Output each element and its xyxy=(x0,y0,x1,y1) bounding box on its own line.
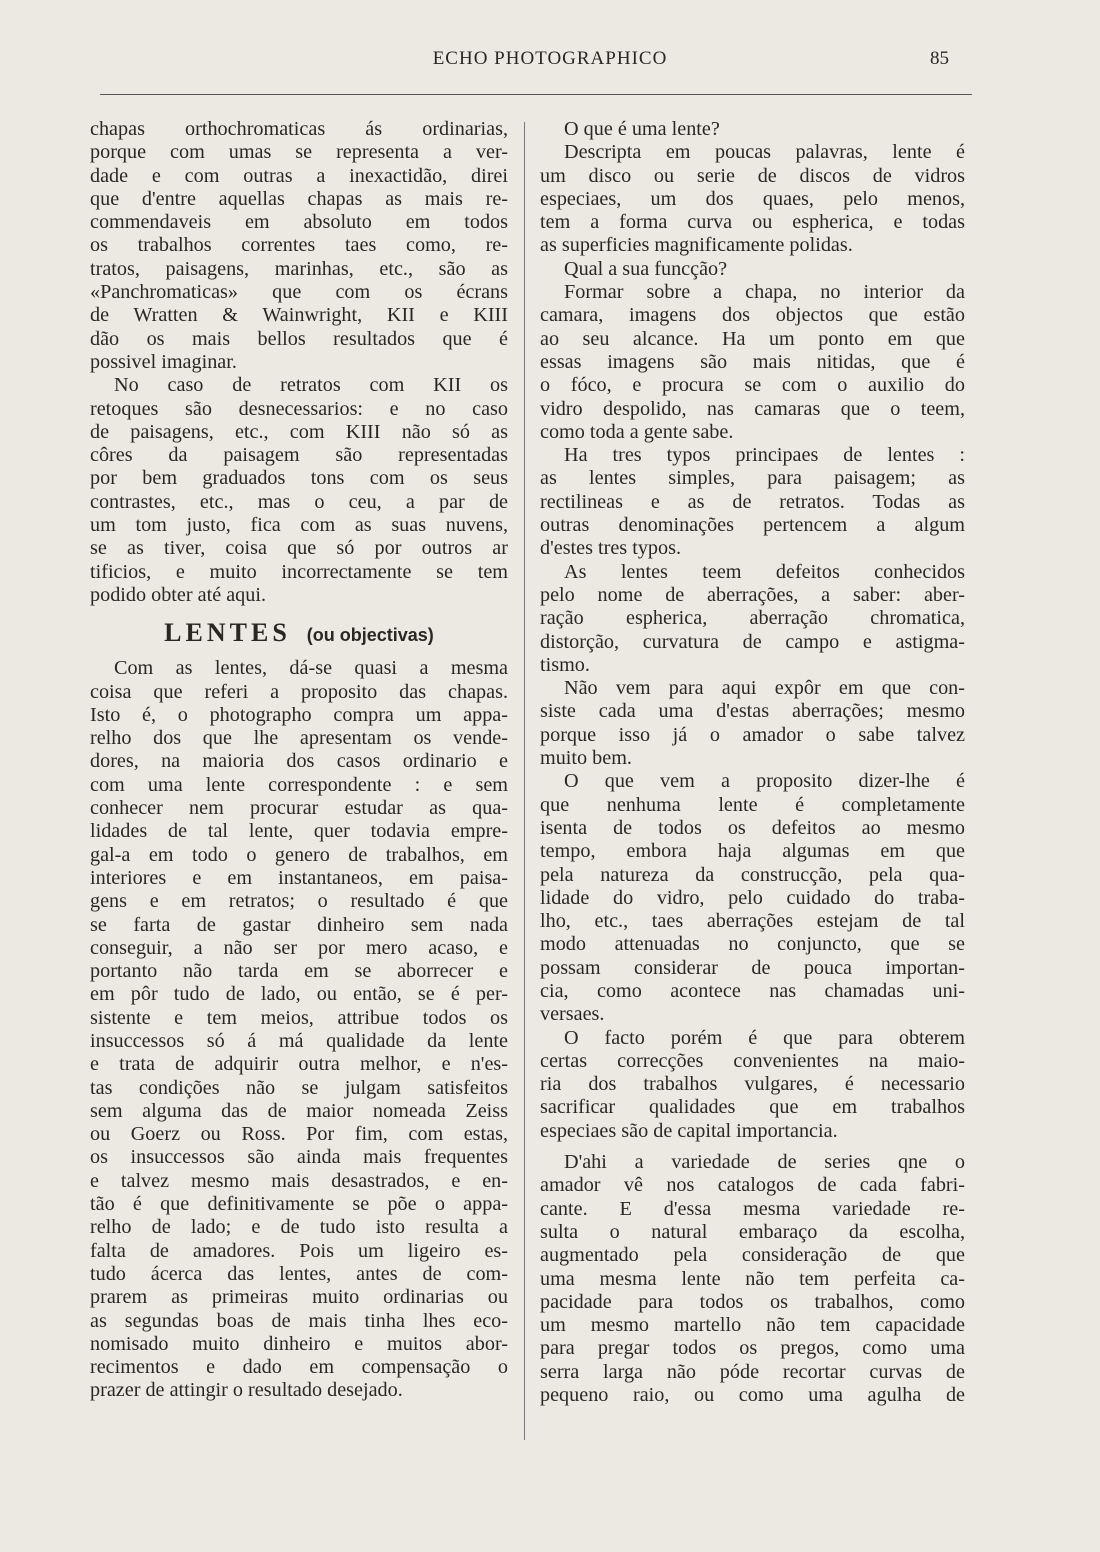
text-line: Formar sobre a chapa, no interior da xyxy=(564,281,965,304)
text-line: amador vê nos catalogos de cada fabri- xyxy=(540,1174,965,1197)
text-line: As lentes teem defeitos conhecidos xyxy=(564,560,965,583)
text-line: sistente e tem meios, attribue todos os xyxy=(90,1006,508,1029)
text-line: uma mesma lente não tem perfeita ca- xyxy=(540,1267,965,1290)
text-line: prarem as primeiras muito ordinarias ou xyxy=(90,1286,508,1309)
text-line: sacrificar qualidades que em trabalhos xyxy=(540,1096,965,1119)
text-line: côres da paisagem são representadas xyxy=(90,444,508,467)
text-line: modo attenuadas no conjuncto, que se xyxy=(540,933,965,956)
paragraph xyxy=(540,1027,965,1143)
text-line: augmentado pela consideração de que xyxy=(540,1244,965,1267)
text-line: se farta de gastar dinheiro sem nada xyxy=(90,913,508,936)
right-column xyxy=(540,118,965,1407)
text-line: Com as lentes, dá-se quasi a mesma xyxy=(114,657,508,680)
paragraph xyxy=(90,374,508,607)
text-line: se as tiver, coisa que só por outros ar xyxy=(90,537,508,560)
text-line: O que vem a proposito dizer-lhe é xyxy=(564,770,965,793)
text-line: muito bem. xyxy=(540,747,632,770)
text-line: sulta o natural embaraço da escolha, xyxy=(540,1220,965,1243)
text-line: sem alguma das de maior nomeada Zeiss xyxy=(90,1099,508,1122)
paragraph xyxy=(540,1151,965,1407)
paragraph xyxy=(540,770,965,1026)
text-line: que nenhuma lente é completamente xyxy=(540,793,965,816)
text-line: Ha tres typos principaes de lentes : xyxy=(564,444,965,467)
paragraph xyxy=(540,281,965,444)
text-line: essas imagens são mais nitidas, que é xyxy=(540,350,965,373)
text-line: d'estes tres typos. xyxy=(540,537,682,560)
text-line: No caso de retratos com KII os xyxy=(114,374,508,397)
paragraph xyxy=(540,677,965,770)
text-line: O facto porém é que para obterem xyxy=(564,1026,965,1049)
text-line: de paisagens, etc., com KIII não só as xyxy=(90,420,508,443)
text-line: conseguir, a não ser por mero acaso, e xyxy=(90,936,508,959)
text-line: em pôr tudo de lado, ou então, se é per- xyxy=(90,983,508,1006)
text-line: ração espherica, aberração chromatica, xyxy=(540,607,965,630)
left-column xyxy=(90,118,508,1403)
text-line: certas correcções convenientes na maio- xyxy=(540,1049,965,1072)
text-line: porque isso já o amador o sabe talvez xyxy=(540,723,965,746)
paragraph xyxy=(540,561,965,677)
text-line: o fóco, e procura se com o auxilio do xyxy=(540,374,965,397)
text-line: possam considerar de pouca importan- xyxy=(540,956,965,979)
heading-title: LENTES xyxy=(164,618,291,648)
text-line: outras denominações pertencem a algum xyxy=(540,514,965,537)
text-line: insuccessos só á má qualidade da lente xyxy=(90,1029,508,1052)
paragraph-gap xyxy=(540,1143,965,1151)
text-line: ou Goerz ou Ross. Por fim, com estas, xyxy=(90,1123,508,1146)
text-line: dores, na maioria dos casos ordinario e xyxy=(90,750,508,773)
text-line: nomisado muito dinheiro e muitos abor- xyxy=(90,1332,508,1355)
question-line: O que é uma lente? xyxy=(564,118,720,140)
text-line: um disco ou serie de discos de vidros xyxy=(540,164,965,187)
text-line: pelo nome de aberrações, a saber: aber- xyxy=(540,583,965,606)
text-line: um mesmo martello não tem capacidade xyxy=(540,1314,965,1337)
text-line: tem a forma curva ou espherica, e todas xyxy=(540,211,965,234)
paragraph xyxy=(540,141,965,257)
text-line: possivel imaginar. xyxy=(90,350,237,373)
text-line: falta de amadores. Pois um ligeiro es- xyxy=(90,1239,508,1262)
text-line: tismo. xyxy=(540,653,590,676)
section-heading xyxy=(90,618,508,649)
text-line: tratos, paisagens, marinhas, etc., são as xyxy=(90,257,508,280)
text-line: cante. E d'essa mesma variedade re- xyxy=(540,1197,965,1220)
text-line: com uma lente correspondente : e sem xyxy=(90,773,508,796)
text-line: podido obter até aqui. xyxy=(90,583,267,606)
text-line: Descripta em poucas palavras, lente é xyxy=(564,141,965,164)
text-line: os insuccessos são ainda mais frequentes xyxy=(90,1146,508,1169)
text-line: ao seu alcance. Ha um ponto em que xyxy=(540,327,965,350)
text-line: interiores e em instantaneos, em paisa- xyxy=(90,866,508,889)
text-line: pacidade para todos os trabalhos, como xyxy=(540,1290,965,1313)
text-line: isenta de todos os defeitos ao mesmo xyxy=(540,816,965,839)
text-line: as superficies magnificamente polidas. xyxy=(540,234,853,257)
text-line: distorção, curvatura de campo e astigma- xyxy=(540,630,965,653)
column-divider xyxy=(524,122,525,1440)
text-line: chapas orthochromaticas ás ordinarias, xyxy=(90,118,508,140)
text-line: especiaes são de capital importancia. xyxy=(540,1119,838,1142)
text-line: porque com umas se representa a ver- xyxy=(90,141,508,164)
text-line: «Panchromaticas» que com os écrans xyxy=(90,281,508,304)
text-line: que d'entre aquellas chapas as mais re- xyxy=(90,187,508,210)
text-line: ria dos trabalhos vulgares, é necessario xyxy=(540,1073,965,1096)
text-line: recimentos e dado em compensação o xyxy=(90,1356,508,1379)
paragraph xyxy=(90,118,508,374)
text-line: relho de lado; e de tudo isto resulta a xyxy=(90,1216,508,1239)
text-line: especiaes, um dos quaes, pelo menos, xyxy=(540,187,965,210)
text-line: lho, etc., taes aberrações estejam de tal xyxy=(540,910,965,933)
question-line: Qual a sua funcção? xyxy=(564,257,728,280)
text-line: os trabalhos correntes taes como, re- xyxy=(90,234,508,257)
text-line: pela natureza da construcção, pela qua- xyxy=(540,863,965,886)
text-line: como toda a gente sabe. xyxy=(540,420,734,443)
running-head: ECHO PHOTOGRAPHICO xyxy=(432,48,668,69)
text-line: lidades de tal lente, quer todavia empre- xyxy=(90,820,508,843)
text-line: portanto não tarda em se aborrecer e xyxy=(90,960,508,983)
text-line: tificios, e muito incorrectamente se tem xyxy=(90,560,508,583)
text-line: serra larga não póde recortar curvas de xyxy=(540,1360,965,1383)
text-line: de Wratten & Wainwright, KII e KIII xyxy=(90,304,508,327)
text-line: pequeno raio, ou como uma agulha de xyxy=(540,1384,965,1407)
text-line: coisa que referi a proposito das chapas. xyxy=(90,680,508,703)
text-line: dão os mais bellos resultados que é xyxy=(90,327,508,350)
text-line: Não vem para aqui expôr em que con- xyxy=(564,677,965,700)
header-rule xyxy=(100,94,972,95)
text-line: para pregar todos os pregos, como uma xyxy=(540,1337,965,1360)
text-line: tão é que definitivamente se põe o appa- xyxy=(90,1193,508,1216)
text-line: siste cada uma d'estas aberrações; mesmo xyxy=(540,700,965,723)
text-line: as segundas boas de mais tinha lhes eco- xyxy=(90,1309,508,1332)
text-line: um tom justo, fica com as suas nuvens, xyxy=(90,514,508,537)
text-line: Isto é, o photographo compra um appa- xyxy=(90,703,508,726)
text-line: retoques são desnecessarios: e no caso xyxy=(90,397,508,420)
text-line: por bem graduados tons com os seus xyxy=(90,467,508,490)
page-number: 85 xyxy=(930,48,949,69)
text-line: relho dos que lhe apresentam os vende- xyxy=(90,727,508,750)
text-line: vidro despolido, nas camaras que o teem, xyxy=(540,397,965,420)
text-line: rectilineas e as de retratos. Todas as xyxy=(540,490,965,513)
text-line: D'ahi a variedade de series qne o xyxy=(564,1151,965,1174)
text-line: commendaveis em absoluto em todos xyxy=(90,211,508,234)
text-line: camara, imagens dos objectos que estão xyxy=(540,304,965,327)
text-line: conhecer nem procurar estudar as qua- xyxy=(90,797,508,820)
paragraph xyxy=(90,657,508,1403)
text-line: gens e em retratos; o resultado é que xyxy=(90,890,508,913)
text-line: cia, como acontece nas chamadas uni- xyxy=(540,979,965,1002)
text-line: tas condições não se julgam satisfeitos xyxy=(90,1076,508,1099)
text-line: e talvez mesmo mais desastrados, e en- xyxy=(90,1169,508,1192)
paragraph xyxy=(540,444,965,560)
text-line: lidade do vidro, pelo cuidado do traba- xyxy=(540,886,965,909)
text-line: as lentes simples, para paisagem; as xyxy=(540,467,965,490)
text-line: versaes. xyxy=(540,1003,605,1026)
text-line: gal-a em todo o genero de trabalhos, em xyxy=(90,843,508,866)
text-line: tudo ácerca das lentes, antes de com- xyxy=(90,1262,508,1285)
text-line: tempo, embora haja algumas em que xyxy=(540,840,965,863)
heading-subtitle: (ou objectivas) xyxy=(306,625,434,646)
text-line: e trata de adquirir outra melhor, e n'es- xyxy=(90,1053,508,1076)
text-line: dade e com outras a inexactidão, direi xyxy=(90,164,508,187)
text-line: contrastes, etc., mas o ceu, a par de xyxy=(90,490,508,513)
text-line: prazer de attingir o resultado desejado. xyxy=(90,1379,403,1402)
